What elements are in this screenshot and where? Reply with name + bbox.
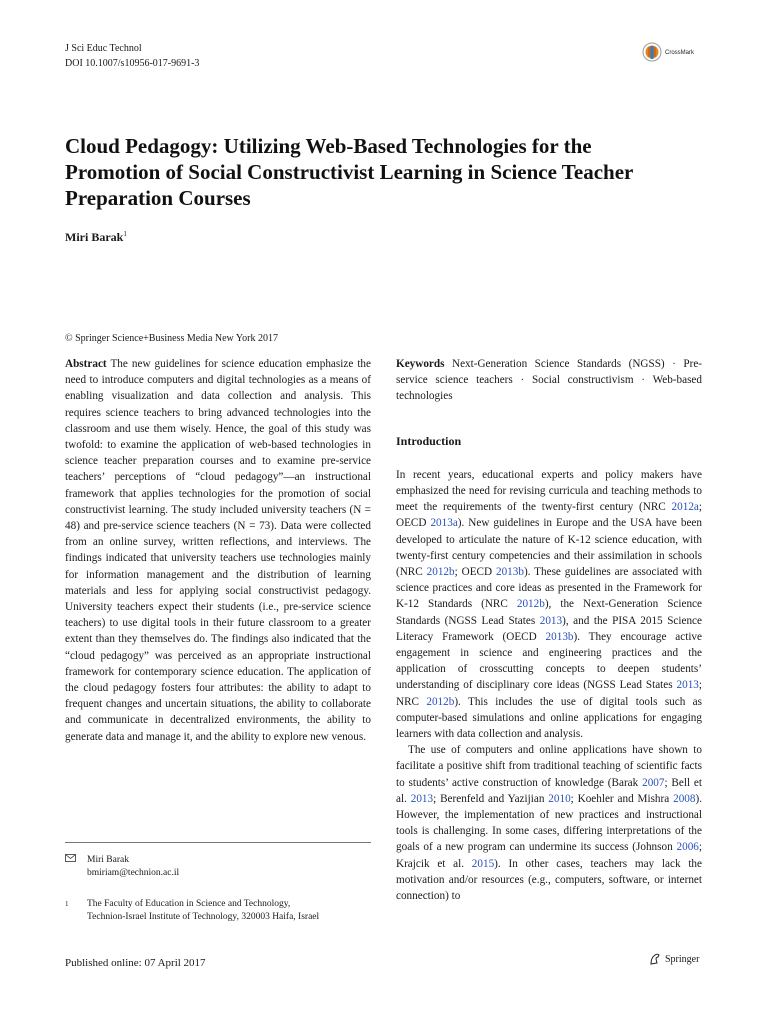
crossmark-badge[interactable] [642,42,694,64]
introduction-heading: Introduction [396,433,462,448]
affiliation-number: 1 [65,900,69,908]
paper-title: Cloud Pedagogy: Utilizing Web-Based Technologies for the Promotion of Social Constructivist Learning in Science Teacher Preparation Courses [65,134,633,210]
author-affiliation-mark: 1 [123,230,127,238]
text-run: In recent years, educational experts and policy makers have emphasized the need for revising curricula and teaching methods to meet the requirements of the twenty-first century (NRC [396,468,702,514]
published-date: Published online: 07 April 2017 [65,957,206,969]
abstract-text: The new guidelines for science education emphasize the need to introduce computers and digital technologies as a means of enabling visualization and data collection and analysis. This requires science teachers to bring advanced technologies into the classroom and use them wisely. Hence, the goal of this study was twofold: to examine the application of web-based technologies in science teacher preparation courses and to examine pre-service teachers’ perceptions of “cloud pedagogy”—an instructional framework that applies technologies for the promotion of social constructivist learning. The study included university teachers (N = 48) and pre-service science teachers (N = 73). Data were collected from an online survey, written reflections, and interviews. The findings indicated that university teachers use technologies mainly for information management and the distribution of learning materials and less for applying social constructivist pedagogy. University teachers expect their students (i.e., pre-service science teachers) to use digital tools in their future classroom to a greater extent than they themselves do. The findings also indicated that the “cloud pedagogy” was perceived as an appropriate instructional framework for contemporary science education. The application of the cloud pedagogy fosters four attributes: the ability to adapt to frequent changes and uncertain situations, the ability to collaborate and communicate in decentralized environments, the ability to generate data and manage it, and the ability to explore new venous. [65,358,371,743]
affiliation-line-1: The Faculty of Education in Science and Technology, [87,899,291,909]
springer-horse-icon [648,952,662,966]
citation-link[interactable]: 2010 [548,792,571,805]
footnote-divider [65,842,371,843]
abstract-label: Abstract [65,358,107,370]
text-run: ). However, the implementation of new practices and instructional tools is challenging. In some cases, differing interpretations of the goals of a new program can undermine its success (Johnson [396,792,702,854]
right-column [396,356,702,904]
citation-link[interactable]: 2013 [539,614,563,627]
contact-name: Miri Barak [87,855,129,865]
corresponding-author [65,854,179,880]
citation-link[interactable]: 2013b [495,566,524,579]
doi[interactable]: DOI 10.1007/s10956-017-9691-3 [65,58,200,69]
intro-paragraph-1 [396,467,702,742]
text-run: ). They encourage active engagement in science and engineering practices and the application of crosscutting concepts to deepen students’ understanding of disciplinary core ideas (NGSS Lead States [396,630,702,692]
text-run: ). These guidelines are associated with science practices and core ideas as presented in the Framework for K-12 Standards (NRC [396,566,703,611]
text-run: ; Koehler and Mishra [570,792,674,805]
journal-name: J Sci Educ Technol [65,43,142,54]
citation-link[interactable]: 2008 [673,792,696,805]
text-run: ). This includes the use of digital tools such as computer-based simulations and online applications for engaging learners with data collection and analysis. [396,695,702,741]
text-run: The use of computers and online applications have shown to facilitate a positive shift from traditional teaching of scientific facts to students’ active construction of knowledge (Barak [396,744,702,789]
crossmark-label: CrossMark [665,50,695,56]
abstract [65,356,371,745]
text-run: ), and the PISA 2015 Science Literacy Framework (OECD [396,614,702,643]
citation-link[interactable]: 2012b [426,695,455,708]
abstract-column [65,356,371,745]
envelope-icon [65,854,87,880]
citation-link[interactable]: 2012a [671,501,699,514]
journal-header [65,41,199,71]
citation-link[interactable]: 2006 [676,841,699,854]
citation-link[interactable]: 2007 [642,776,665,789]
author-name[interactable]: Miri Barak [65,230,124,244]
keywords-label: Keywords [396,358,445,370]
keywords-text: Next-Generation Science Standards (NGSS) · Pre-service science teachers · Social constructivism · Web-based technologies [396,358,703,403]
citation-link[interactable]: 2013 [676,679,699,692]
citation-link[interactable]: 2012b [516,598,545,611]
intro-paragraph-2 [396,742,702,904]
publisher-name: Springer [665,953,700,965]
text-run: ; Krajcik et al. [396,841,702,870]
crossmark-icon [642,42,662,64]
text-run: ; NRC [396,679,702,708]
citation-link[interactable]: 2015 [471,857,495,870]
text-run: ). New guidelines in Europe and the USA have been developed to articulate the nature of K-12 science education, with twenty-first century competencies and their assimilation in schools (NRC [396,517,702,579]
author [65,230,127,245]
copyright-notice: © Springer Science+Business Media New York 2017 [65,333,278,344]
text-run: ; Berenfeld and Yazijian [433,792,549,805]
text-run: ), the Next-Generation Science Standards (NGSS Lead States [396,598,702,627]
citation-link[interactable]: 2013a [430,517,458,530]
affiliation [65,898,319,924]
citation-link[interactable]: 2012b [426,566,455,579]
affiliation-line-2: Technion-Israel Institute of Technology, 320003 Haifa, Israel [87,912,320,922]
text-run: ; OECD [396,501,702,530]
citation-link[interactable]: 2013 [410,792,434,805]
text-run: ; OECD [454,566,496,579]
citation-link[interactable]: 2013b [545,630,574,643]
publisher-logo[interactable] [648,952,699,966]
text-run: ). In other cases, teachers may lack the motivation and/or resources (e.g., computers, software, or internet connection) to [396,857,702,903]
contact-email[interactable]: bmiriam@technion.ac.il [87,868,180,878]
keywords [396,356,702,405]
text-run: ; Bell et al. [396,776,702,805]
